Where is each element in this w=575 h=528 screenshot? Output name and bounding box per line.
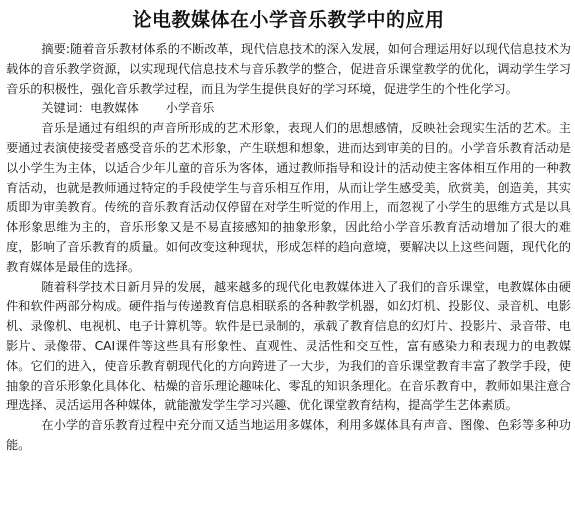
body-paragraph-1: 音乐是通过有组织的声音所形成的艺术形象，表现人们的思想感情，反映社会现实生活的艺术。主要通过表演使接受者感受音乐的艺术形象，产生联想和想象，进而达到审美的目的。小学音乐教育活动是以小学生为主体，以适合少年儿童的音乐为客体，通过教师指导和设计的活动使主客体相互作用的一种教育活动，也就是教师通过特定的手段使学生与音乐相互作用，从而让学生感受美，欣赏美，创造美，其实质即为审美教育。传统的音乐教育活动仅停留在对学生听觉的作用上，而忽视了小学生的思维方式是以具体形象思维为主的，音乐形象又是不易直接感知的抽象形象，因此给小学音乐教育活动增加了很大的难度，影响了音乐教育的质量。如何改变这种现状，形成怎样的趋向意境，要解决以上这些问题，现代化的教育媒体是最佳的选择。: [6, 121, 571, 274]
abstract-paragraph: 摘要:随着音乐教材体系的不断改革，现代信息技术的深入发展，如何合理运用好以现代信息技术为载体的音乐教学资源，以实现现代信息技术与音乐教学的整合，促进音乐课堂教学的优化，调动学生学习音乐的积极性，强化音乐教学过程，而且为学生提供良好的学习环境，促进学生的个性化学习。: [6, 42, 571, 96]
document-title: 论电教媒体在小学音乐教学中的应用: [132, 9, 445, 31]
body-paragraph-3: 在小学的音乐教育过程中充分而又适当地运用多媒体，利用多媒体具有声音、图像、色彩等多种功能。: [6, 418, 571, 452]
keyword-item: 小学音乐: [165, 101, 215, 116]
body-paragraph-2: 随着科学技术日新月异的发展，越来越多的现代化电教媒体进入了我们的音乐课堂，电教媒体由硬件和软件两部分构成。硬件指与传递教育信息相联系的各种教学机器，如幻灯机、投影仪、录音机、电影机、录像机、电视机、电子计算机等。软件是已录制的，承载了教育信息的幻灯片、投影片、录音带、电影片、录像带、CAI课件等这些具有形象性、直观性、灵活性和交互性，富有感染力和表现力的电教媒体。它们的进入，使音乐教育朝现代化的方向跨进了一大步，为我们的音乐课堂教育丰富了教学手段，使抽象的音乐形象化具体化、枯燥的音乐理论趣味化、零乱的知识条理化。在音乐教育中，教师如果注意合理选择、灵活运用各种媒体，就能激发学生学习兴趣、优化课堂教育结构，提高学生艺体素质。: [6, 279, 571, 413]
keywords-line: [6, 99, 571, 119]
keywords-label: 关键词：: [41, 101, 91, 116]
keyword-item: 电教媒体: [90, 101, 139, 116]
